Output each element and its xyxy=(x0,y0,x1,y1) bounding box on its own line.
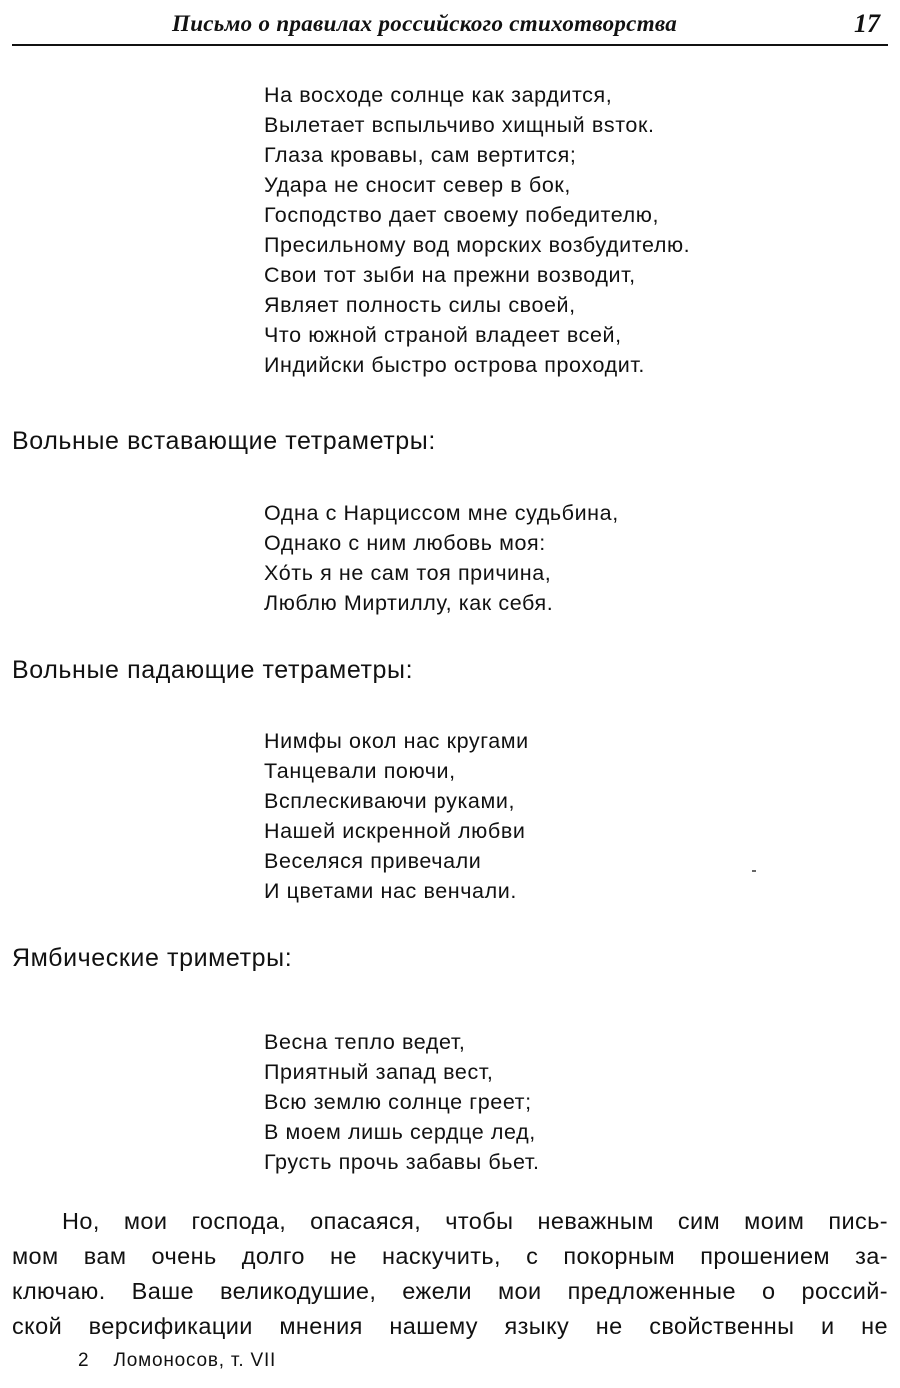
stanza-sun-poem xyxy=(264,80,690,380)
verse-line: На восходе солнце как зардится, xyxy=(264,83,613,107)
verse-line: Глаза кровавы, сам вертится; xyxy=(264,143,577,167)
verse-line: Являет полность силы своей, xyxy=(264,293,576,317)
section-heading-falling-tetrameters: Вольные падающие тетраметры: xyxy=(12,656,414,684)
running-head xyxy=(12,8,888,46)
footer-signature xyxy=(78,1350,276,1372)
verse-line: Господство дает своему победителю, xyxy=(264,203,660,227)
section-heading-rising-tetrameters: Вольные вставающие тетраметры: xyxy=(12,427,436,455)
verse-line: Приятный зaпад вест, xyxy=(264,1060,494,1084)
paragraph-line: ской версификации мнения нашему языку не свойственны и не xyxy=(12,1313,888,1339)
verse-line: Веселяся привечали xyxy=(264,849,482,873)
verse-line: Грусть прочь забавы бьет. xyxy=(264,1150,540,1174)
verse-line: Нашей искренной любви xyxy=(264,819,526,843)
stanza-narcissus xyxy=(264,498,619,618)
stanza-nymphs xyxy=(264,726,529,906)
page-number: 17 xyxy=(854,9,880,38)
verse-line: Вылетает вспыльчиво хищный вsток. xyxy=(264,113,655,137)
section-heading-iambic-trimeters: Ямбические триметры: xyxy=(12,944,293,972)
verse-line: Танцевали поючи, xyxy=(264,759,456,783)
verse-line: И цветами нас венчали. xyxy=(264,879,517,903)
verse-line: Весна тепло ведет, xyxy=(264,1030,466,1054)
verse-line: Пресильному вод морских возбудителю. xyxy=(264,233,691,257)
verse-line: Всплескиваючи руками, xyxy=(264,789,516,813)
paragraph-line: ключаю. Ваше великодушие, ежели мои предложенные о россий- xyxy=(12,1278,888,1304)
verse-line: Люблю Миртиллу, как себя. xyxy=(264,591,554,615)
verse-line: Однако с ним любовь моя: xyxy=(264,531,546,555)
verse-line: Удара не сносит север в бок, xyxy=(264,173,571,197)
verse-line: Что южной страной владеет всей, xyxy=(264,323,622,347)
sheet-number: 2 xyxy=(78,1350,90,1371)
verse-line: Всю землю солнце греет; xyxy=(264,1090,532,1114)
paragraph-line: Но, мои господа, опасаяся, чтобы неважным сим моим пись- xyxy=(62,1208,888,1234)
verse-line: В моем лишь сердце лед, xyxy=(264,1120,536,1144)
closing-paragraph xyxy=(12,1204,888,1344)
volume-signature: Ломоносов, т. VII xyxy=(113,1350,277,1371)
stanza-spring xyxy=(264,1027,540,1177)
running-title: Письмо о правилах российского стихотворства xyxy=(172,11,678,36)
verse-line: Индийски быстро острова проходит. xyxy=(264,353,645,377)
verse-line: Свои тот зыби на прежни возводит, xyxy=(264,263,636,287)
paper-speck xyxy=(752,870,756,872)
verse-line: Одна с Нарциссом мне судьбина, xyxy=(264,501,619,525)
paragraph-line: мом вам очень долго не наскучить, с покорным прошением за- xyxy=(12,1243,888,1269)
verse-line: Хо́ть я не сам тоя причина, xyxy=(264,561,552,585)
verse-line: Нимфы окол нас кругами xyxy=(264,729,529,753)
